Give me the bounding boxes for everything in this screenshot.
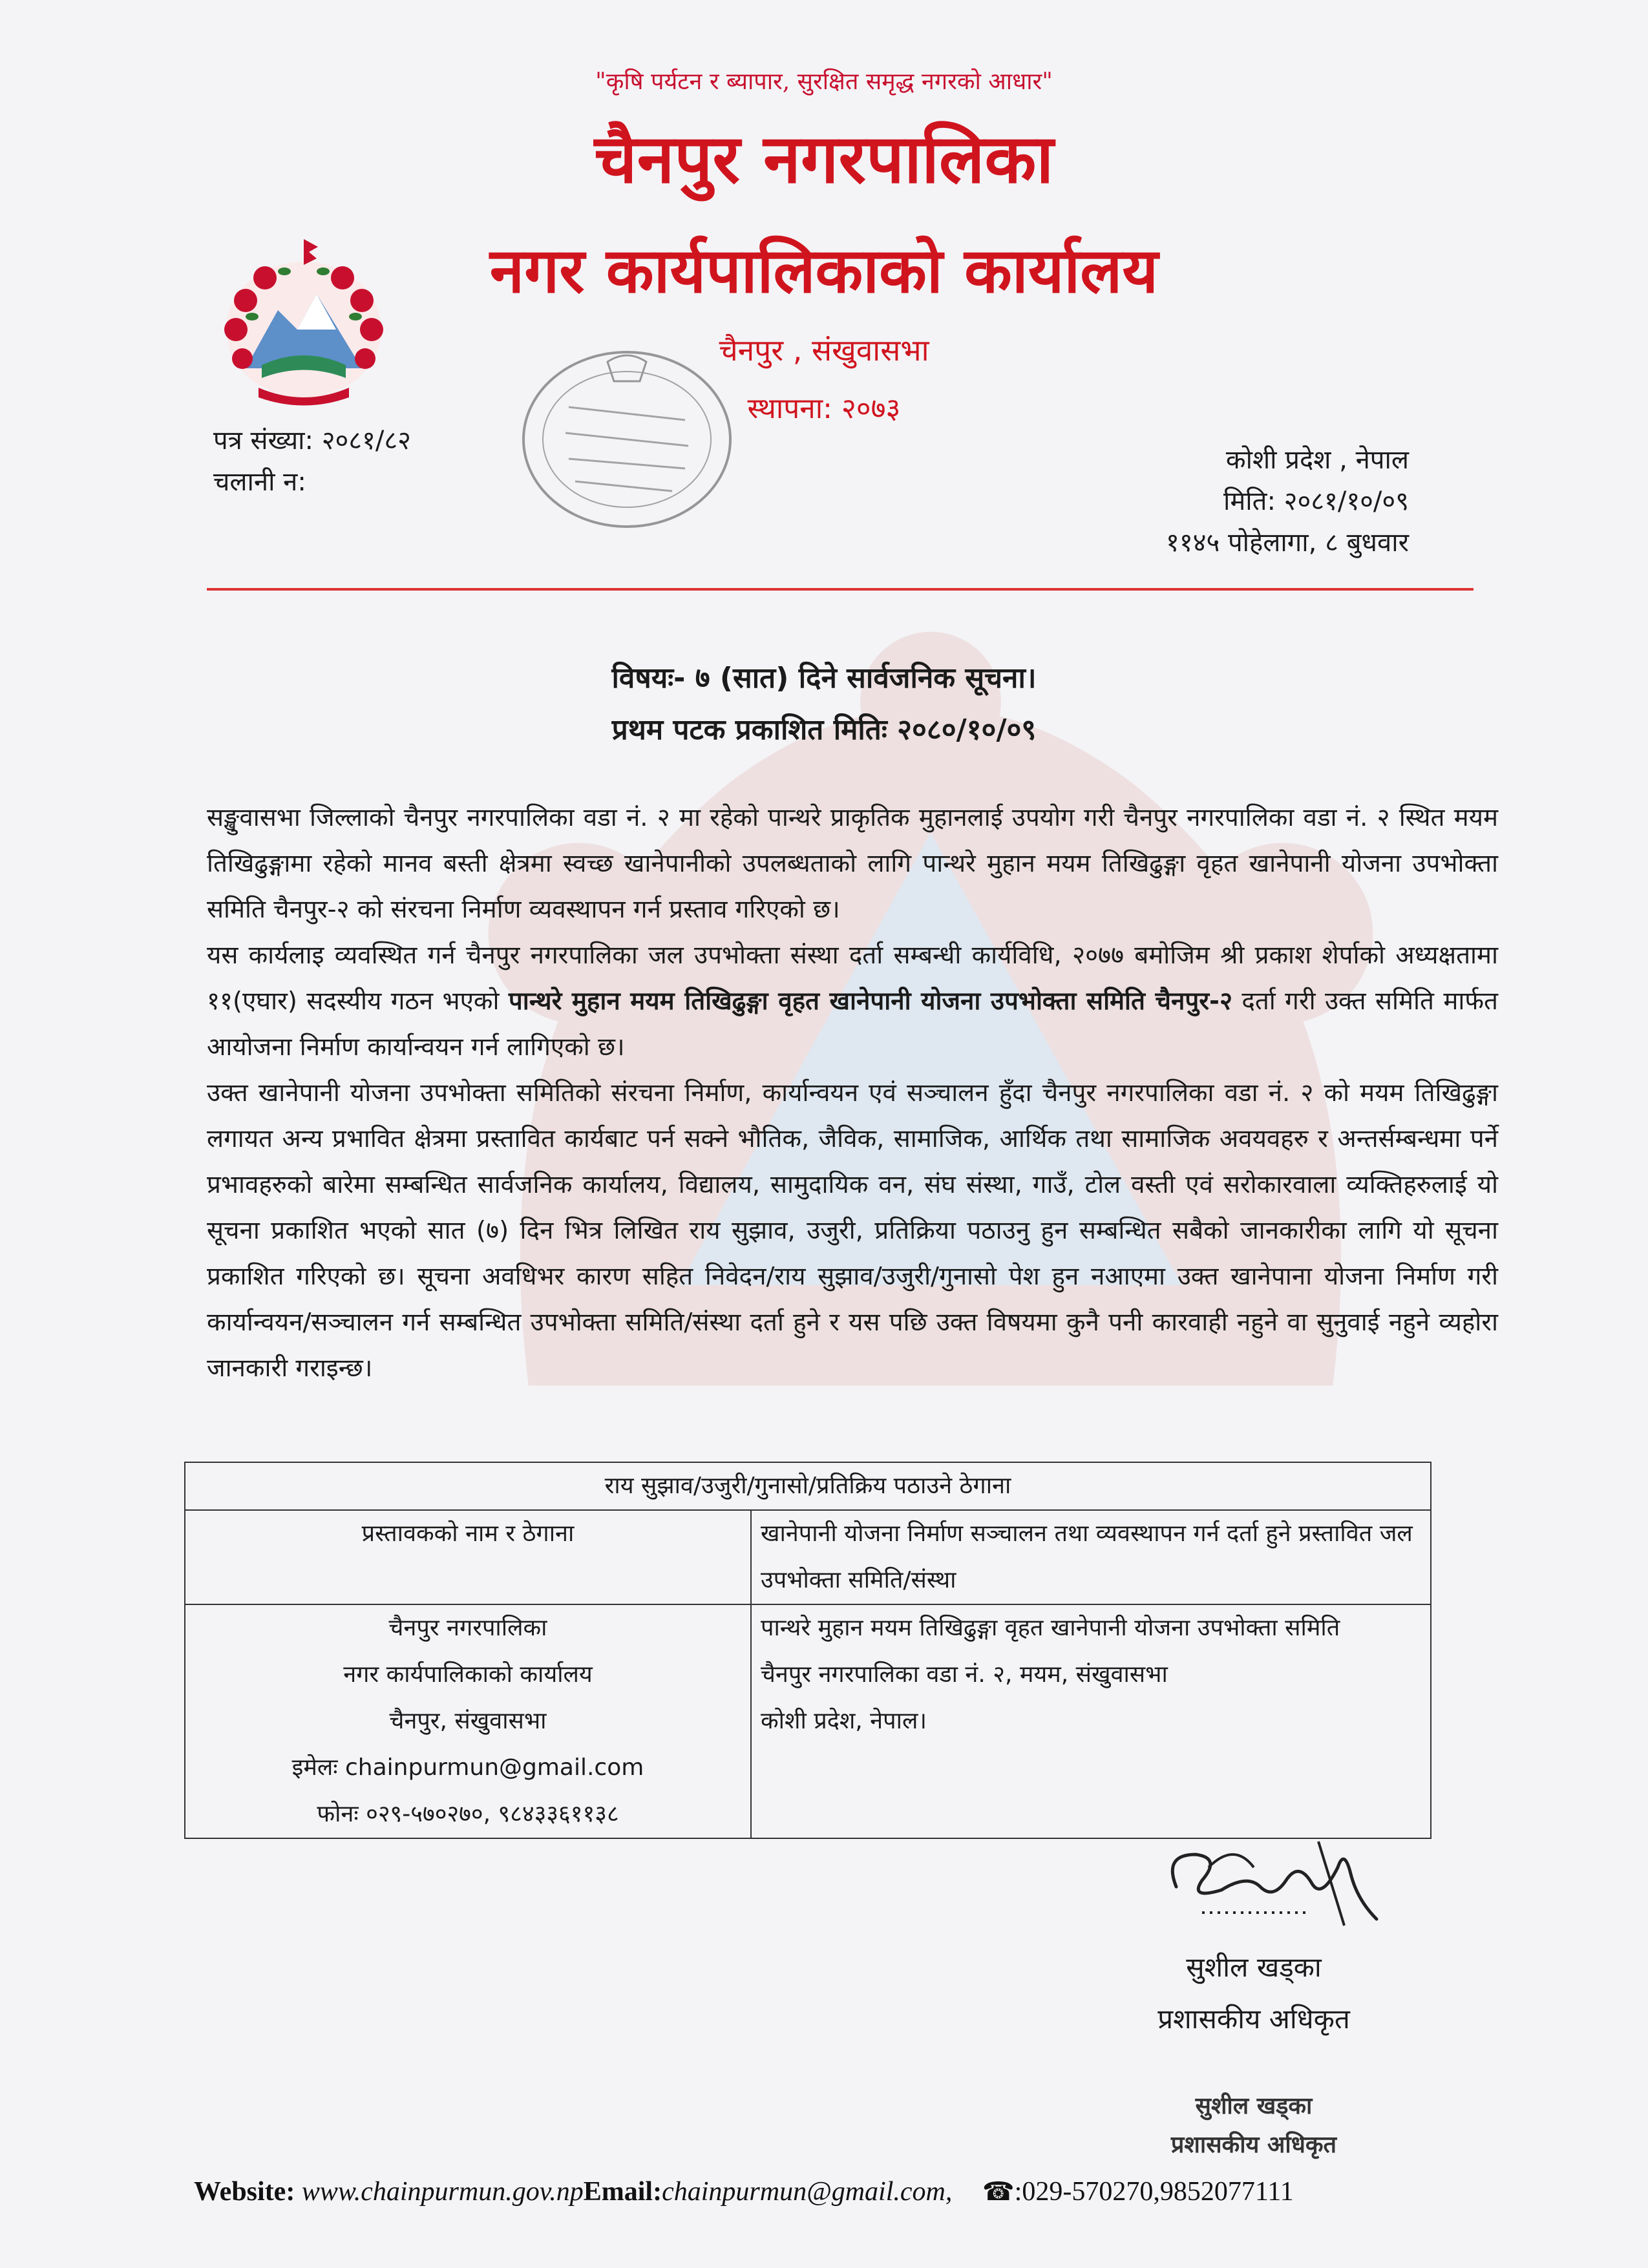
reference-right <box>1166 439 1409 563</box>
committee-name: पान्थरे मुहान मयम तिखिढुङ्गा वृहत खानेपानी योजना उपभोक्ता समिति <box>761 1615 1340 1641</box>
office-stamp-icon <box>511 336 750 536</box>
letter-number: पत्र संख्या: २०८१/८२ <box>213 426 411 456</box>
website-label: Website: <box>194 2177 295 2207</box>
committee-name-bold: पान्थरे मुहान मयम तिखिढुङ्गा वृहत खानेपानी योजना उपभोक्ता समिति चैनपुर-२ <box>508 987 1232 1016</box>
body-paragraph-1: सङ्खुवासभा जिल्लाको चैनपुर नगरपालिका वडा नं. २ मा रहेको पान्थरे प्राकृतिक मुहानलाई उपयोग गरी चैनपुर नगरपालिका वडा नं. २ स्थित मयम तिखिढुङ्गामा रहेको मानव बस्ती क्षेत्रमा स्वच्छ खानेपानीको उपलब्धताको लागि पान्थरे मुहान मयम तिखिढुङ्गा वृहत खानेपानी योजना उपभोक्ता समिति चैनपुर-२ को संरचना निर्माण व्यवस्थापन गर्न प्रस्ताव गरिएको छ। <box>207 803 1498 924</box>
office-name: नगर कार्यपालिकाको कार्यालय <box>489 234 1159 307</box>
proposer-address-cell <box>185 1604 751 1838</box>
office-location: चैनपुर , संखुवासभा <box>719 333 929 368</box>
subject-line: विषयः- ७ (सात) दिने सार्वजनिक सूचना। <box>611 662 1037 695</box>
body-paragraph-2-tail: दर्ता गरी उक्त समिति मार्फत आयोजना निर्माण कार्यान्वयन गर्न लागिएको छ। <box>207 987 1499 1062</box>
handwritten-signature-icon <box>1150 1829 1383 1932</box>
col-header-committee: खानेपानी योजना निर्माण सञ्चालन तथा व्यवस्थापन गर्न दर्ता हुने प्रस्तावित जल उपभोक्ता समिति/संस्था <box>751 1510 1431 1604</box>
first-published-date: प्रथम पटक प्रकाशित मितिः २०८०/१०/०९ <box>611 713 1037 746</box>
letter-date: मिति: २०८१/१०/०९ <box>1223 487 1409 516</box>
signature-block <box>1073 1942 1435 2045</box>
telephone-icon: ☎ <box>982 2177 1015 2206</box>
header-divider <box>207 588 1474 591</box>
proposer-phone: फोनः ०२९-५७०२७०, ९८४३३६११३८ <box>317 1801 619 1827</box>
proposer-line: नगर कार्यपालिकाको कार्यालय <box>343 1661 593 1688</box>
signatory-name: सुशील खड्का <box>1186 1951 1322 1983</box>
signature-seal <box>1073 2087 1435 2165</box>
slogan: "कृषि पर्यटन र ब्यापार, सुरक्षित समृद्ध नगरको आधार" <box>595 68 1053 95</box>
letter-date-alt: ११४५ पोहेलागा, ८ बुधवार <box>1166 528 1409 558</box>
established-year: स्थापना: २०७३ <box>747 392 901 425</box>
body-paragraph-2 <box>207 932 1498 1070</box>
notice-body <box>207 795 1498 1391</box>
province: कोशी प्रदेश , नेपाल <box>1225 445 1409 475</box>
seal-title: प्रशासकीय अधिकृत <box>1170 2132 1337 2158</box>
address-table <box>184 1462 1431 1839</box>
proposer-line: चैनपुर, संखुवासभा <box>389 1708 547 1734</box>
nepal-emblem-icon <box>207 233 401 414</box>
seal-name: सुशील खड्का <box>1195 2093 1313 2119</box>
website-link[interactable]: www.chainpurmun.gov.np <box>301 2177 584 2207</box>
reference-left <box>213 420 411 503</box>
address-table-title: राय सुझाव/उजुरी/गुनासो/प्रतिक्रिय पठाउने ठेगाना <box>185 1462 1431 1510</box>
footer-phone: :029-570270,9852077111 <box>1014 2177 1294 2207</box>
signatory-title: प्रशासकीय अधिकृत <box>1157 2003 1350 2035</box>
body-paragraph-3: उक्त खानेपानी योजना उपभोक्ता समितिको संरचना निर्माण, कार्यान्वयन एवं सञ्चालन हुँदा चैनपुर नगरपालिका वडा नं. २ को मयम तिखिढुङ्गा लगायत अन्य प्रभावित क्षेत्रमा प्रस्तावित कार्यबाट पर्न सक्ने भौतिक, जैविक, सामाजिक, आर्थिक तथा सामाजिक अवयवहरु र अन्तर्सम्बन्धमा पर्ने प्रभावहरुको बारेमा सम्बन्धित सार्वजनिक कार्यालय, विद्यालय, सामुदायिक वन, संघ संस्था, गाउँ, टोल वस्ती एवं सरोकारवाला व्यक्तिहरुलाई यो सूचना प्रकाशित भएको सात (७) दिन भित्र लिखित राय सुझाव, उजुरी, प्रतिक्रिया पठाउनु हुन सम्बन्धित सबैको जानकारीका लागि यो सूचना प्रकाशित गरिएको छ। सूचना अवधिभर कारण सहित निवेदन/राय सुझाव/उजुरी/गुनासो पेश हुन नआएमा उक्त खानेपाना योजना निर्माण गरी कार्यान्वयन/सञ्चालन गर्न सम्बन्धित उपभोक्ता समिति/संस्था दर्ता हुने र यस पछि उक्त विषयमा कुनै पनी कारवाही नहुने वा सुनुवाई नहुने व्यहोरा जानकारी गराइन्छ। <box>207 1078 1498 1383</box>
subject-block <box>0 653 1648 756</box>
committee-line: कोशी प्रदेश, नेपाल। <box>761 1708 927 1734</box>
org-name: चैनपुर नगरपालिका <box>594 119 1054 198</box>
footer <box>194 2176 1486 2207</box>
email-label: Email: <box>583 2177 662 2207</box>
footer-email[interactable]: chainpurmun@gmail.com, <box>662 2177 953 2207</box>
col-header-proposer: प्रस्तावकको नाम र ठेगाना <box>185 1510 751 1604</box>
body-paragraph-2-text: यस कार्यलाइ व्यवस्थित गर्न चैनपुर नगरपालिका जल उपभोक्ता संस्था दर्ता सम्बन्धी कार्यविधि, २०७७ बमोजिम श्री प्रकाश शेर्पाको अध्यक्षतामा ११(एघार) सदस्यीय गठन भएको <box>207 941 1498 1016</box>
committee-line: चैनपुर नगरपालिका वडा नं. २, मयम, संखुवासभा <box>761 1661 1168 1688</box>
proposer-email: इमेलः chainpurmun@gmail.com <box>291 1754 644 1781</box>
committee-address-cell <box>751 1604 1431 1838</box>
proposer-line: चैनपुर नगरपालिका <box>388 1615 547 1641</box>
dispatch-number: चलानी न: <box>213 467 306 497</box>
